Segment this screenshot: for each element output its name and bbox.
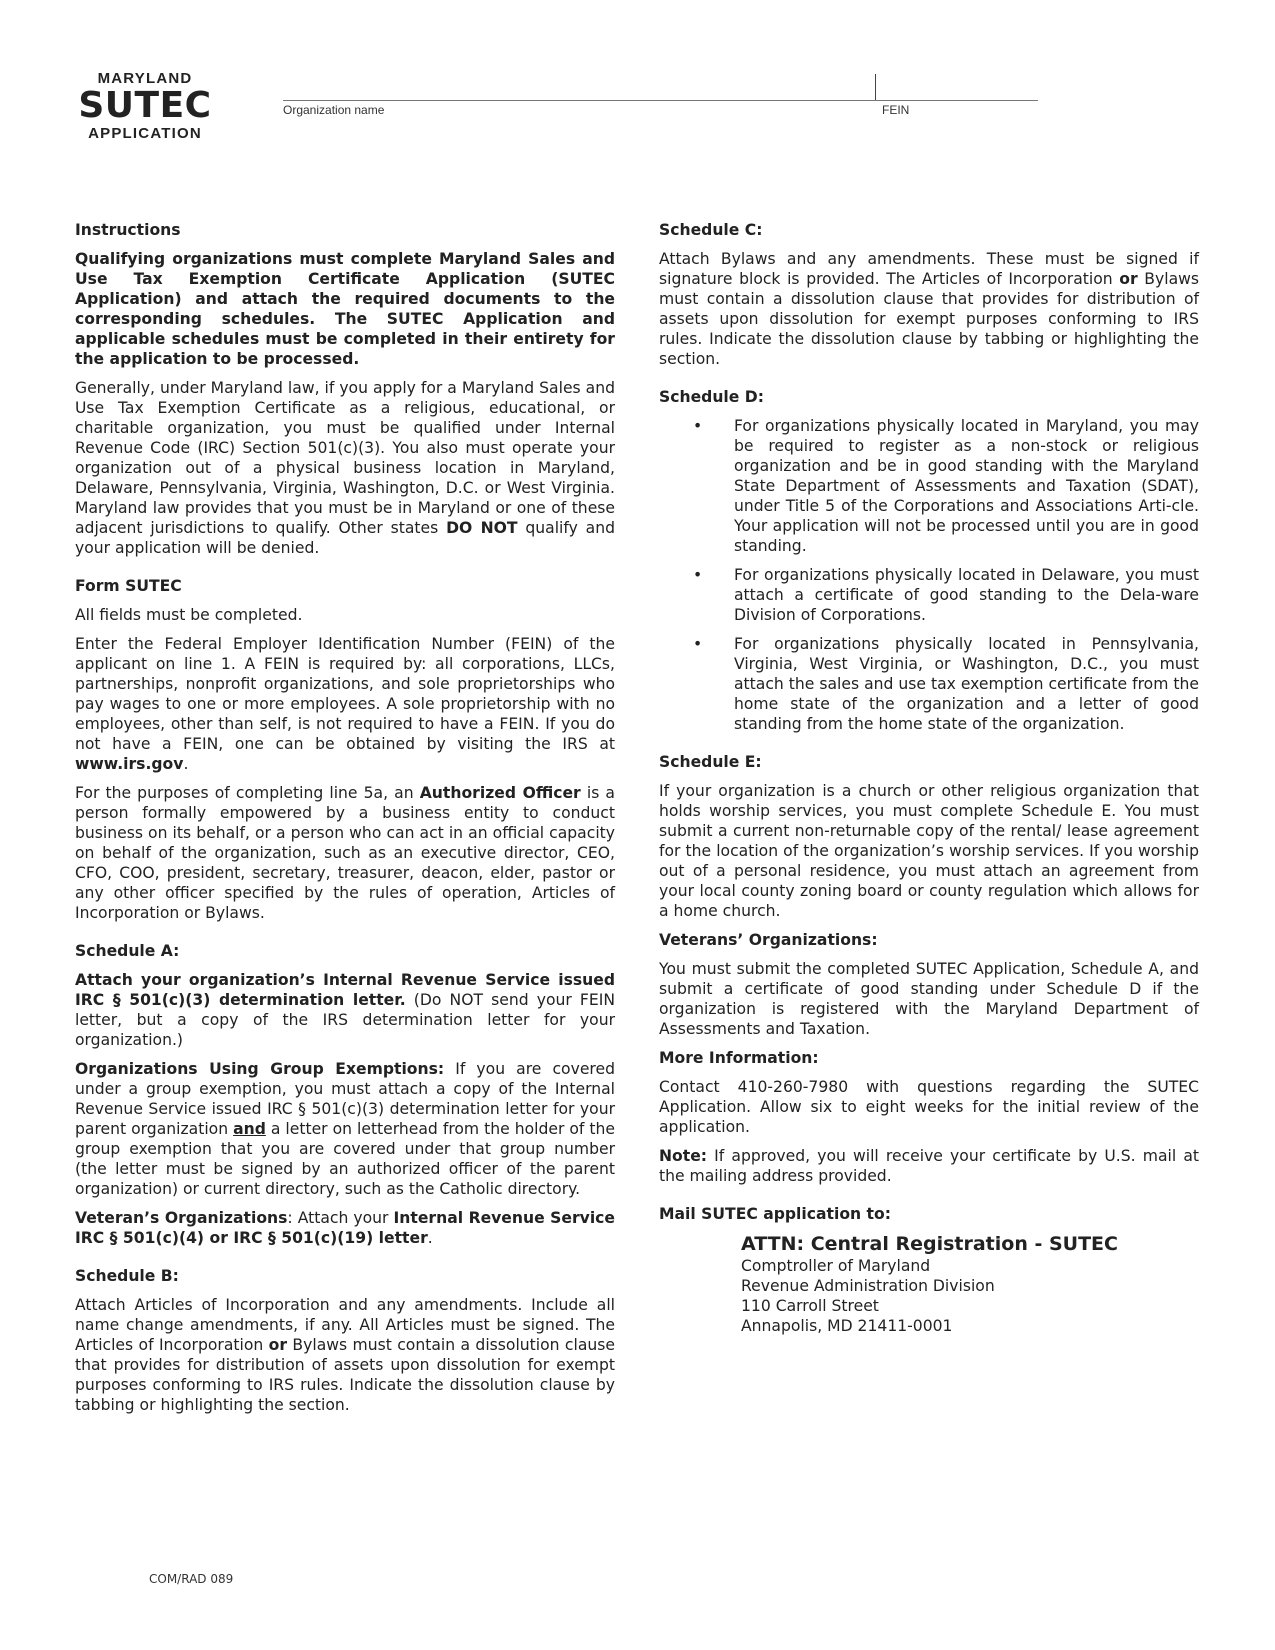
intro-paragraph: Qualifying organizations must complete Maryland Sales and Use Tax Exemption Certificate Application (SUTEC Application) and attach the required documents to the corresponding schedules. The SUTEC Application and applicable schedules must be completed in their entirety for the application to be processed.: [75, 250, 615, 368]
general-paragraph: Generally, under Maryland law, if you apply for a Maryland Sales and Use Tax Exemption Certificate as a religious, educational, or charitable organization, you must be qualified under Internal Revenue Code (IRC) Section 501(c)(3). You also must operate your organization out of a physical business location in Maryland, Delaware, Pennsylvania, Virginia, Washington, D.C. or West Virginia. Maryland law provides that you must be in Maryland or one of these adjacent jurisdictions to qualify. Other states DO NOT qualify and your application will be denied.: [75, 379, 616, 557]
organization-name-field[interactable]: [283, 100, 875, 101]
address-line: 110 Carroll Street: [741, 1297, 879, 1315]
schedule-c-paragraph: Attach Bylaws and any amendments. These must be signed if signature block is provided. The Articles of Incorporation or Bylaws must contain a dissolution clause that provides for distribution of assets upon dissolution for exempt purposes conforming to IRS rules. Indicate the dissolution clause by tabbing or highlighting the section.: [659, 250, 1199, 368]
bullet-icon: •: [693, 417, 703, 435]
schedule-e-paragraph: If your organization is a church or other religious organization that holds worship services, you must complete Schedule E. You must submit a current non-returnable copy of the rental/ lease agreement for the location of the organization’s worship services. If you worship out of a personal residence, you must attach an agreement from your local county zoning board or county regulation which allows for a home church.: [659, 782, 1199, 920]
sutec-logo: [75, 70, 215, 142]
form-code: COM/RAD 089: [149, 1572, 234, 1586]
veterans-organizations-paragraph: You must submit the completed SUTEC Application, Schedule A, and submit a certificate of good standing under Schedule D if the organization is registered with the Maryland Department of Assessments and Taxation.: [659, 960, 1199, 1038]
bullet-icon: •: [693, 635, 703, 653]
fein-field[interactable]: [875, 100, 1038, 101]
schedule-d-list: [659, 416, 1199, 734]
schedule-b-heading: Schedule B:: [75, 1267, 179, 1285]
address-attn: ATTN: Central Registration - SUTEC: [741, 1233, 1118, 1255]
schedule-b-paragraph: Attach Articles of Incorporation and any amendments. Include all name change amendments, if any. All Articles must be signed. The Articles of Incorporation or Bylaws must contain a dissolution clause that provides for distribution of assets upon dissolution for exempt purposes conforming to IRS rules. Indicate the dissolution clause by tabbing or highlighting the section.: [75, 1296, 615, 1414]
address-line: Comptroller of Maryland: [741, 1257, 931, 1275]
list-item: • For organizations physically located in Delaware, you must attach a certificate of good standing to the Dela-ware Division of Corporations.: [693, 566, 1199, 624]
note-paragraph: Note: If approved, you will receive your certificate by U.S. mail at the mailing address provided.: [659, 1147, 1199, 1185]
group-exemptions-paragraph: Organizations Using Group Exemptions: If you are covered under a group exemption, you must attach a copy of the Internal Revenue Service issued IRC § 501(c)(3) determination letter for your parent organization and a letter on letterhead from the holder of the group exemption that you are covered under that group number (the letter must be signed by an authorized officer of the parent organization) or current directory, such as the Catholic directory.: [75, 1060, 615, 1198]
schedule-c-heading: Schedule C:: [659, 221, 763, 239]
authorized-officer-paragraph: For the purposes of completing line 5a, an Authorized Officer is a person formally empowered by a business entity to conduct business on its behalf, or a person who can act in an official capacity on behalf of the organization, such as an executive director, CEO, CFO, COO, president, secretary, treasurer, deacon, elder, pastor or any other officer specified by the rules of operation, Articles of Incorporation or Bylaws.: [75, 784, 615, 922]
form-sutec-heading: Form SUTEC: [75, 577, 182, 595]
right-column: [659, 220, 1199, 1336]
fein-label: FEIN: [882, 103, 910, 117]
instructions-heading: Instructions: [75, 221, 181, 239]
mail-to-heading: Mail SUTEC application to:: [659, 1205, 891, 1223]
mailing-address: [741, 1233, 1199, 1336]
more-information-paragraph: Contact 410-260-7980 with questions regarding the SUTEC Application. Allow six to eight weeks for the initial review of the application.: [659, 1078, 1199, 1136]
list-item: • For organizations physically located in Maryland, you may be required to register as a non-stock or religious organization and be in good standing with the Maryland State Department of Assessments and Taxation (SDAT), under Title 5 of the Corporations and Associations Arti-cle. Your application will not be processed until you are in good standing.: [693, 417, 1199, 555]
schedule-a-paragraph: Attach your organization’s Internal Revenue Service issued IRC § 501(c)(3) determination letter. (Do NOT send your FEIN letter, but a copy of the IRS determination letter for your organization.): [75, 971, 615, 1049]
veterans-organizations-heading: Veterans’ Organizations:: [659, 931, 878, 949]
veterans-org-paragraph: Veteran’s Organizations: Attach your Internal Revenue Service IRC § 501(c)(4) or IRC § 501(c)(19) letter.: [75, 1209, 615, 1247]
schedule-d-heading: Schedule D:: [659, 388, 764, 406]
more-information-heading: More Information:: [659, 1049, 819, 1067]
address-line: Annapolis, MD 21411-0001: [741, 1317, 953, 1335]
list-item: • For organizations physically located in Pennsylvania, Virginia, West Virginia, or Washington, D.C., you must attach the sales and use tax exemption certificate from the home state of the organization and a letter of good standing from the home state of the organization.: [693, 635, 1199, 733]
irs-link[interactable]: www.irs.gov: [75, 755, 184, 773]
logo-sutec: SUTEC: [78, 85, 212, 126]
bullet-icon: •: [693, 566, 703, 584]
logo-maryland: MARYLAND: [97, 70, 193, 87]
form-fields-note: All fields must be completed.: [75, 606, 303, 624]
schedule-a-heading: Schedule A:: [75, 942, 180, 960]
schedule-e-heading: Schedule E:: [659, 753, 762, 771]
address-line: Revenue Administration Division: [741, 1277, 995, 1295]
field-divider: [875, 74, 876, 101]
organization-name-label: Organization name: [283, 103, 385, 117]
fein-paragraph: Enter the Federal Employer Identification Number (FEIN) of the applicant on line 1. A FEIN is required by: all corporations, LLCs, partnerships, nonprofit organizations, and sole proprietorships who pay wages to one or more employees. A sole proprietorship with no employees, other than self, is not required to have a FEIN. If you do not have a FEIN, one can be obtained by visiting the IRS at www.irs.gov.: [75, 635, 615, 773]
left-column: [75, 220, 615, 1424]
logo-application: APPLICATION: [88, 125, 202, 142]
